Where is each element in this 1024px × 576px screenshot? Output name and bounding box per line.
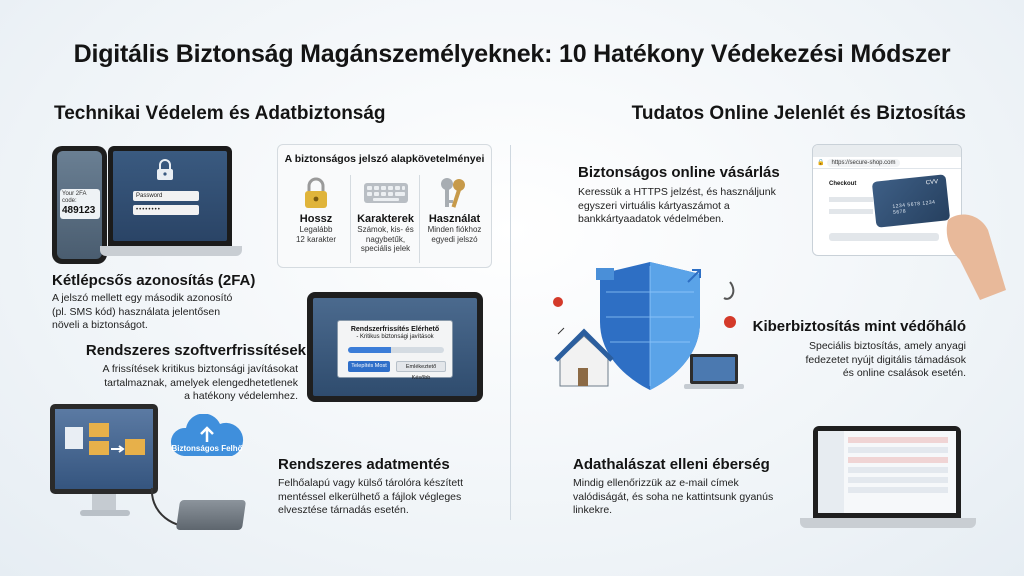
padlock-icon — [303, 177, 329, 209]
update-dialog-subtitle: - Kritikus biztonsági javítások — [356, 334, 434, 340]
updates-description — [103, 363, 299, 404]
cloud-label: Biztonságos Felhő — [171, 444, 243, 453]
install-now-button[interactable]: Telepítés Most — [348, 361, 390, 372]
updates-title: Rendszeres szoftverfrissítések — [85, 342, 306, 359]
updates-desc-line: a hatékony védelemhez. — [184, 390, 298, 402]
requirement-sub: egyedi jelszó — [431, 234, 478, 244]
requirement-sub: Legalább — [299, 225, 333, 234]
update-dialog-title: Rendszerfrissítés Elérhető — [350, 326, 440, 333]
twofa-code-box — [60, 189, 100, 219]
password-requirements-title: A biztonságos jelszó alapkövetelményei — [284, 153, 485, 165]
smartphone-illustration — [52, 146, 107, 264]
backup-desc-line: Felhőalapú vagy külső tárolóra készített — [278, 477, 464, 489]
update-dialog — [337, 320, 453, 381]
requirement-sub: speciális jelek — [360, 244, 411, 253]
phishing-desc-line: linkekre. — [573, 504, 613, 516]
requirement-usage — [419, 175, 489, 263]
laptop-illustration — [108, 146, 232, 246]
hand-icon — [940, 200, 1010, 300]
requirement-length — [281, 175, 351, 263]
requirement-sub: nagybetűk, — [365, 234, 406, 244]
backup-desc-line: elvesztése tárnadás esetén. — [278, 504, 409, 516]
laptop-base — [100, 246, 242, 256]
insurance-desc-line: és online csalások esetén. — [842, 367, 966, 379]
updates-desc-line: tartalmaznak, amelyek elengedhetetlenek — [104, 376, 298, 389]
twofa-title: Kétlépcsős azonosítás (2FA) — [52, 272, 256, 289]
backup-desc-line: mentéssel elkerülhető a fájlok végleges — [278, 490, 462, 503]
phishing-title: Adathalászat elleni éberség — [573, 456, 770, 473]
shopping-desc-line: bankkártyaadatok védelmében. — [578, 213, 724, 225]
padlock-icon — [155, 159, 175, 181]
laptop-base — [800, 518, 976, 528]
credit-card-icon — [872, 174, 950, 227]
browser-url: https://secure-shop.com — [827, 159, 899, 167]
twofa-desc-line: (pl. SMS kód) használata jelentősen — [52, 305, 221, 318]
insurance-title: Kiberbiztosítás mint védőháló — [752, 318, 966, 335]
password-field-dots: •••••••• — [133, 205, 199, 215]
keys-icon — [437, 176, 473, 210]
phishing-desc-line: valódiságát, és soha ne kattintsunk gyanús — [573, 490, 774, 503]
card-number: 1234 5678 1234 5678 — [892, 199, 936, 216]
insurance-description — [805, 340, 966, 381]
twofa-desc-line: A jelszó mellett egy második azonosító — [52, 292, 233, 304]
remind-later-button[interactable]: Emlékeztető Később — [396, 361, 446, 372]
password-requirements-box — [277, 144, 492, 268]
right-section-heading: Tudatos Online Jelenlét és Biztosítás — [631, 103, 966, 124]
insurance-desc-line: fedezetet nyújt digitális támadások — [805, 353, 966, 366]
insurance-desc-line: Speciális biztosítás, amely anyagi — [809, 340, 966, 352]
lock-icon: 🔒 — [817, 160, 825, 166]
shopping-title: Biztonságos online vásárlás — [578, 164, 780, 181]
phishing-desc-line: Mindig ellenőrizzük az e-mail címek — [573, 477, 739, 489]
requirement-sub: 12 karakter — [295, 234, 337, 244]
requirement-sub: Számok, kis- és — [357, 225, 414, 234]
twofa-code-label: Your 2FA code: — [62, 191, 87, 204]
backup-description — [278, 477, 463, 518]
browser-address-bar — [813, 157, 961, 169]
phishing-description — [573, 477, 773, 518]
checkout-label: Checkout — [829, 181, 857, 187]
section-divider — [510, 145, 511, 520]
left-section-heading: Technikai Védelem és Adatbiztonság — [54, 103, 386, 124]
external-drive-icon — [176, 500, 246, 530]
password-field-label: Password — [133, 191, 199, 201]
card-cvv-label: CVV — [925, 179, 939, 187]
shopping-desc-line: Keressük a HTTPS jelzést, és használjunk — [578, 186, 776, 198]
requirement-characters — [350, 175, 420, 263]
requirement-label: Hossz — [299, 213, 333, 225]
twofa-description — [52, 292, 232, 333]
shopping-description — [578, 186, 776, 227]
tablet-illustration — [307, 292, 483, 402]
shopping-desc-line: egyszeri virtuális kártyaszámot a — [578, 199, 730, 212]
desktop-monitor-illustration — [50, 404, 158, 494]
updates-desc-line: A frissítések kritikus biztonsági javításokat — [102, 363, 298, 375]
backup-title: Rendszeres adatmentés — [278, 456, 450, 473]
page-title: Digitális Biztonság Magánszemélyeknek: 10 Hatékony Védekezési Módszer — [73, 40, 951, 68]
requirement-label: Használat — [428, 213, 481, 225]
shield-security-illustration — [540, 262, 750, 394]
email-laptop-illustration — [813, 426, 961, 518]
requirement-sub: Minden fiókhoz — [427, 225, 482, 234]
cloud-icon — [168, 414, 246, 460]
monitor-base — [80, 510, 130, 516]
twofa-code: 489123 — [62, 205, 96, 216]
keyboard-icon — [363, 181, 409, 205]
requirement-label: Karakterek — [357, 213, 414, 225]
update-progress-bar — [348, 347, 444, 353]
twofa-desc-line: növeli a biztonságot. — [52, 319, 148, 331]
file-transfer-icon — [55, 409, 153, 489]
browser-tab-bar — [813, 145, 961, 157]
